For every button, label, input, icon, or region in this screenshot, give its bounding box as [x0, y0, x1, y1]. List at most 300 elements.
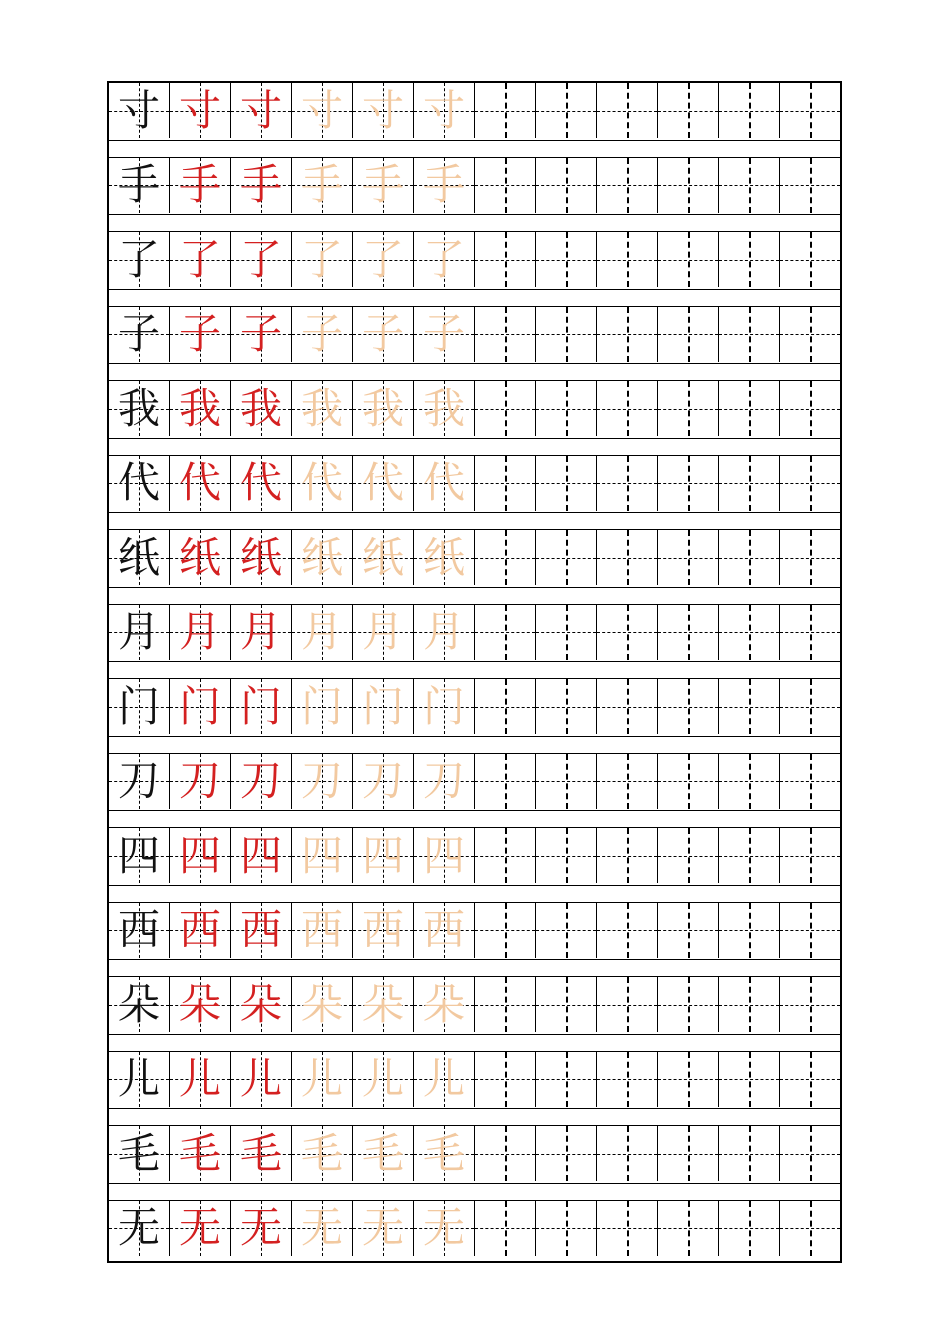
model-cell — [109, 977, 170, 1032]
blank-writing-cell — [475, 1052, 536, 1107]
model-character: 无 — [117, 1203, 160, 1252]
trace-character-light: 子 — [300, 309, 343, 358]
trace-character-dark: 了 — [239, 234, 282, 284]
blank-writing-cell — [536, 1126, 597, 1181]
trace-character-light: 纸 — [300, 532, 343, 582]
blank-writing-cell — [719, 1201, 780, 1256]
blank-writing-cell — [475, 1201, 536, 1256]
trace-character-light: 纸 — [361, 532, 404, 582]
trace-cell — [170, 381, 231, 436]
blank-writing-cell — [780, 1052, 840, 1107]
trace-cell — [414, 83, 475, 138]
trace-cell — [414, 679, 475, 734]
trace-cell — [414, 307, 475, 362]
trace-cell — [292, 1126, 353, 1181]
blank-writing-cell — [719, 1126, 780, 1181]
blank-writing-cell — [475, 158, 536, 213]
model-character: 门 — [117, 681, 160, 731]
trace-cell — [231, 754, 292, 809]
trace-character-light: 月 — [300, 607, 343, 656]
blank-writing-cell — [536, 456, 597, 511]
trace-character-light: 刀 — [422, 756, 465, 805]
trace-cell — [414, 754, 475, 809]
blank-writing-cell — [597, 828, 658, 883]
blank-writing-cell — [719, 679, 780, 734]
blank-writing-cell — [658, 605, 719, 660]
trace-cell — [231, 679, 292, 734]
trace-cell — [170, 977, 231, 1032]
trace-cell — [231, 456, 292, 511]
trace-character-dark: 西 — [178, 905, 221, 954]
trace-character-dark: 四 — [239, 830, 282, 880]
blank-writing-cell — [658, 307, 719, 362]
trace-character-light: 四 — [300, 830, 343, 880]
practice-row — [109, 1052, 840, 1107]
trace-cell — [170, 1201, 231, 1256]
trace-cell — [292, 679, 353, 734]
blank-writing-cell — [780, 1126, 840, 1181]
trace-character-light: 代 — [422, 458, 465, 507]
blank-writing-cell — [658, 754, 719, 809]
blank-writing-cell — [658, 1052, 719, 1107]
trace-character-light: 我 — [361, 383, 404, 433]
model-character: 子 — [117, 309, 160, 358]
blank-writing-cell — [475, 679, 536, 734]
blank-writing-cell — [658, 903, 719, 958]
model-character: 月 — [117, 607, 160, 656]
blank-writing-cell — [597, 530, 658, 585]
blank-writing-cell — [597, 381, 658, 436]
row-separator — [109, 140, 840, 158]
blank-writing-cell — [658, 977, 719, 1032]
blank-writing-cell — [780, 828, 840, 883]
trace-character-light: 子 — [361, 309, 404, 358]
trace-character-light: 代 — [361, 458, 404, 507]
blank-writing-cell — [780, 1201, 840, 1256]
trace-character-light: 寸 — [300, 85, 343, 135]
trace-cell — [414, 530, 475, 585]
blank-writing-cell — [536, 828, 597, 883]
trace-cell — [231, 307, 292, 362]
trace-cell — [292, 232, 353, 287]
trace-character-light: 朵 — [422, 979, 465, 1029]
blank-writing-cell — [719, 158, 780, 213]
trace-cell — [231, 232, 292, 287]
model-cell — [109, 158, 170, 213]
trace-character-dark: 朵 — [239, 979, 282, 1029]
model-cell — [109, 83, 170, 138]
trace-cell — [414, 456, 475, 511]
trace-character-light: 代 — [300, 458, 343, 507]
trace-cell — [353, 307, 414, 362]
model-character: 寸 — [117, 85, 160, 135]
trace-character-dark: 月 — [178, 607, 221, 656]
trace-character-light: 门 — [422, 681, 465, 731]
trace-cell — [353, 1052, 414, 1107]
blank-writing-cell — [658, 158, 719, 213]
blank-writing-cell — [536, 307, 597, 362]
trace-character-light: 手 — [422, 160, 465, 209]
blank-writing-cell — [658, 1201, 719, 1256]
trace-character-dark: 毛 — [178, 1128, 221, 1178]
model-character: 西 — [117, 905, 160, 954]
trace-character-dark: 门 — [178, 681, 221, 731]
blank-writing-cell — [719, 754, 780, 809]
trace-cell — [353, 1201, 414, 1256]
blank-writing-cell — [719, 977, 780, 1032]
model-character: 代 — [117, 458, 160, 507]
trace-cell — [414, 232, 475, 287]
trace-character-light: 儿 — [300, 1054, 343, 1103]
trace-character-light: 门 — [361, 681, 404, 731]
trace-cell — [231, 828, 292, 883]
blank-writing-cell — [719, 1052, 780, 1107]
blank-writing-cell — [597, 456, 658, 511]
trace-character-dark: 代 — [239, 458, 282, 507]
model-character: 儿 — [117, 1054, 160, 1103]
trace-character-dark: 刀 — [178, 756, 221, 805]
blank-writing-cell — [719, 307, 780, 362]
blank-writing-cell — [658, 83, 719, 138]
blank-writing-cell — [658, 1126, 719, 1181]
trace-cell — [414, 903, 475, 958]
model-character: 我 — [117, 383, 160, 433]
blank-writing-cell — [597, 679, 658, 734]
trace-cell — [231, 1201, 292, 1256]
blank-writing-cell — [780, 754, 840, 809]
trace-character-dark: 子 — [178, 309, 221, 358]
trace-cell — [292, 83, 353, 138]
trace-character-light: 儿 — [361, 1054, 404, 1103]
blank-writing-cell — [536, 1052, 597, 1107]
trace-cell — [353, 903, 414, 958]
trace-character-light: 纸 — [422, 532, 465, 582]
trace-cell — [170, 828, 231, 883]
blank-writing-cell — [658, 381, 719, 436]
trace-cell — [292, 158, 353, 213]
trace-cell — [353, 530, 414, 585]
blank-writing-cell — [475, 828, 536, 883]
row-separator — [109, 885, 840, 903]
blank-writing-cell — [597, 903, 658, 958]
blank-writing-cell — [780, 158, 840, 213]
blank-writing-cell — [719, 83, 780, 138]
model-character: 纸 — [117, 532, 160, 582]
blank-writing-cell — [475, 1126, 536, 1181]
row-separator — [109, 736, 840, 754]
trace-cell — [414, 381, 475, 436]
row-separator — [109, 438, 840, 456]
practice-row — [109, 977, 840, 1032]
trace-cell — [231, 977, 292, 1032]
trace-cell — [353, 679, 414, 734]
blank-writing-cell — [597, 158, 658, 213]
trace-cell — [292, 903, 353, 958]
blank-writing-cell — [780, 83, 840, 138]
trace-cell — [170, 83, 231, 138]
blank-writing-cell — [780, 530, 840, 585]
blank-writing-cell — [475, 903, 536, 958]
trace-cell — [292, 605, 353, 660]
row-separator — [109, 363, 840, 381]
blank-writing-cell — [780, 456, 840, 511]
blank-writing-cell — [597, 1201, 658, 1256]
trace-cell — [170, 605, 231, 660]
blank-writing-cell — [597, 232, 658, 287]
trace-character-dark: 纸 — [239, 532, 282, 582]
model-cell — [109, 828, 170, 883]
trace-cell — [353, 232, 414, 287]
model-cell — [109, 232, 170, 287]
model-cell — [109, 381, 170, 436]
trace-character-dark: 四 — [178, 830, 221, 880]
blank-writing-cell — [719, 828, 780, 883]
practice-row — [109, 232, 840, 287]
trace-character-light: 我 — [422, 383, 465, 433]
trace-character-light: 西 — [361, 905, 404, 954]
blank-writing-cell — [780, 381, 840, 436]
blank-writing-cell — [536, 903, 597, 958]
blank-writing-cell — [536, 381, 597, 436]
row-separator — [109, 661, 840, 679]
practice-row — [109, 754, 840, 809]
practice-row — [109, 605, 840, 660]
trace-character-light: 了 — [361, 234, 404, 284]
trace-character-light: 四 — [422, 830, 465, 880]
practice-row — [109, 83, 840, 138]
trace-cell — [231, 605, 292, 660]
practice-row — [109, 1201, 840, 1256]
trace-character-dark: 手 — [178, 160, 221, 209]
practice-row — [109, 381, 840, 436]
model-cell — [109, 456, 170, 511]
row-separator — [109, 1108, 840, 1126]
trace-character-light: 无 — [422, 1203, 465, 1252]
trace-character-dark: 西 — [239, 905, 282, 954]
blank-writing-cell — [658, 679, 719, 734]
blank-writing-cell — [475, 381, 536, 436]
blank-writing-cell — [536, 83, 597, 138]
trace-character-dark: 寸 — [178, 85, 221, 135]
blank-writing-cell — [475, 754, 536, 809]
trace-cell — [353, 828, 414, 883]
trace-cell — [292, 1201, 353, 1256]
blank-writing-cell — [780, 605, 840, 660]
trace-character-dark: 刀 — [239, 756, 282, 805]
model-cell — [109, 1126, 170, 1181]
trace-character-dark: 我 — [178, 383, 221, 433]
trace-character-dark: 毛 — [239, 1128, 282, 1178]
trace-character-dark: 月 — [239, 607, 282, 656]
blank-writing-cell — [475, 83, 536, 138]
practice-row — [109, 679, 840, 734]
blank-writing-cell — [658, 456, 719, 511]
trace-character-dark: 我 — [239, 383, 282, 433]
trace-character-light: 儿 — [422, 1054, 465, 1103]
trace-character-dark: 朵 — [178, 979, 221, 1029]
blank-writing-cell — [475, 232, 536, 287]
blank-writing-cell — [597, 307, 658, 362]
trace-character-light: 刀 — [361, 756, 404, 805]
blank-writing-cell — [658, 530, 719, 585]
trace-cell — [170, 1126, 231, 1181]
trace-cell — [353, 456, 414, 511]
row-separator — [109, 587, 840, 605]
trace-character-light: 了 — [300, 234, 343, 284]
trace-character-light: 无 — [300, 1203, 343, 1252]
trace-cell — [292, 530, 353, 585]
trace-cell — [414, 605, 475, 660]
row-separator — [109, 1183, 840, 1201]
model-cell — [109, 530, 170, 585]
row-separator — [109, 1034, 840, 1052]
trace-cell — [170, 158, 231, 213]
trace-character-dark: 纸 — [178, 532, 221, 582]
trace-character-light: 寸 — [361, 85, 404, 135]
blank-writing-cell — [536, 1201, 597, 1256]
practice-row — [109, 1126, 840, 1181]
trace-cell — [292, 754, 353, 809]
trace-character-dark: 儿 — [178, 1054, 221, 1103]
trace-character-light: 西 — [300, 905, 343, 954]
trace-cell — [170, 679, 231, 734]
trace-character-light: 西 — [422, 905, 465, 954]
trace-cell — [292, 381, 353, 436]
trace-cell — [170, 903, 231, 958]
blank-writing-cell — [597, 1052, 658, 1107]
trace-character-light: 了 — [422, 234, 465, 284]
blank-writing-cell — [780, 307, 840, 362]
blank-writing-cell — [597, 83, 658, 138]
trace-character-light: 毛 — [300, 1128, 343, 1178]
trace-character-light: 寸 — [422, 85, 465, 135]
trace-cell — [231, 158, 292, 213]
trace-character-light: 刀 — [300, 756, 343, 805]
model-cell — [109, 1201, 170, 1256]
trace-character-light: 朵 — [300, 979, 343, 1029]
model-cell — [109, 754, 170, 809]
trace-cell — [414, 1052, 475, 1107]
trace-character-light: 门 — [300, 681, 343, 731]
model-cell — [109, 679, 170, 734]
trace-character-light: 毛 — [422, 1128, 465, 1178]
trace-cell — [292, 307, 353, 362]
blank-writing-cell — [536, 679, 597, 734]
blank-writing-cell — [597, 977, 658, 1032]
model-character: 四 — [117, 830, 160, 880]
blank-writing-cell — [780, 903, 840, 958]
trace-character-dark: 无 — [239, 1203, 282, 1252]
trace-cell — [231, 903, 292, 958]
trace-character-light: 四 — [361, 830, 404, 880]
row-separator — [109, 214, 840, 232]
row-separator — [109, 810, 840, 828]
blank-writing-cell — [536, 530, 597, 585]
blank-writing-cell — [780, 232, 840, 287]
trace-cell — [353, 977, 414, 1032]
trace-cell — [353, 381, 414, 436]
trace-cell — [353, 83, 414, 138]
blank-writing-cell — [658, 828, 719, 883]
blank-writing-cell — [475, 456, 536, 511]
practice-row — [109, 530, 840, 585]
blank-writing-cell — [719, 232, 780, 287]
blank-writing-cell — [475, 530, 536, 585]
trace-cell — [170, 307, 231, 362]
model-cell — [109, 307, 170, 362]
blank-writing-cell — [536, 232, 597, 287]
blank-writing-cell — [475, 605, 536, 660]
blank-writing-cell — [597, 754, 658, 809]
trace-character-light: 毛 — [361, 1128, 404, 1178]
trace-character-dark: 了 — [178, 234, 221, 284]
blank-writing-cell — [536, 977, 597, 1032]
trace-cell — [292, 828, 353, 883]
model-cell — [109, 1052, 170, 1107]
trace-cell — [292, 456, 353, 511]
trace-cell — [231, 1052, 292, 1107]
trace-character-dark: 门 — [239, 681, 282, 731]
blank-writing-cell — [536, 605, 597, 660]
trace-cell — [414, 1126, 475, 1181]
practice-row — [109, 828, 840, 883]
trace-cell — [170, 1052, 231, 1107]
trace-cell — [353, 754, 414, 809]
trace-cell — [414, 158, 475, 213]
trace-character-light: 子 — [422, 309, 465, 358]
practice-row — [109, 903, 840, 958]
blank-writing-cell — [597, 1126, 658, 1181]
model-cell — [109, 605, 170, 660]
trace-cell — [353, 1126, 414, 1181]
blank-writing-cell — [597, 605, 658, 660]
trace-character-dark: 子 — [239, 309, 282, 358]
trace-character-light: 手 — [361, 160, 404, 209]
row-separator — [109, 289, 840, 307]
trace-cell — [353, 605, 414, 660]
trace-cell — [292, 977, 353, 1032]
trace-character-light: 朵 — [361, 979, 404, 1029]
trace-character-light: 无 — [361, 1203, 404, 1252]
trace-cell — [231, 1126, 292, 1181]
trace-cell — [414, 1201, 475, 1256]
blank-writing-cell — [719, 456, 780, 511]
blank-writing-cell — [536, 754, 597, 809]
model-character: 毛 — [117, 1128, 160, 1178]
model-character: 手 — [117, 160, 160, 209]
blank-writing-cell — [658, 232, 719, 287]
trace-cell — [170, 530, 231, 585]
blank-writing-cell — [719, 381, 780, 436]
trace-character-light: 月 — [422, 607, 465, 656]
row-separator — [109, 512, 840, 530]
blank-writing-cell — [475, 307, 536, 362]
trace-cell — [414, 828, 475, 883]
model-character: 刀 — [117, 756, 160, 805]
blank-writing-cell — [719, 530, 780, 585]
trace-cell — [231, 381, 292, 436]
practice-row — [109, 307, 840, 362]
trace-cell — [231, 530, 292, 585]
model-character: 了 — [117, 234, 160, 284]
trace-character-dark: 儿 — [239, 1054, 282, 1103]
model-character: 朵 — [117, 979, 160, 1029]
trace-cell — [414, 977, 475, 1032]
blank-writing-cell — [475, 977, 536, 1032]
trace-character-dark: 无 — [178, 1203, 221, 1252]
blank-writing-cell — [719, 605, 780, 660]
trace-character-light: 手 — [300, 160, 343, 209]
